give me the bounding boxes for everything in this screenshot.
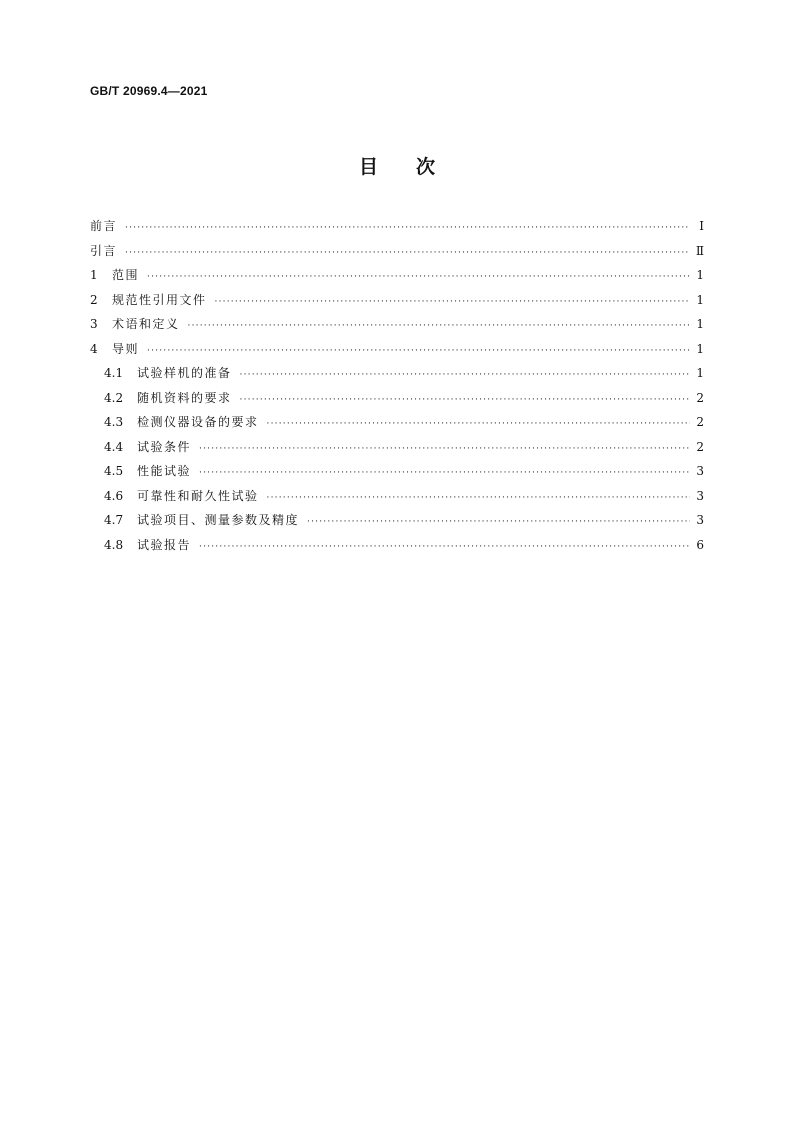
toc-entry-4-4[interactable]: [90, 438, 704, 463]
toc-entry-4-7[interactable]: [90, 511, 704, 536]
toc-entry-label: 术语和定义: [112, 317, 180, 331]
toc-entry-label: 试验样机的准备: [137, 366, 232, 380]
toc-leader-dots: [199, 444, 690, 454]
table-of-contents: [90, 217, 704, 560]
toc-entry-label: 性能试验: [137, 464, 192, 478]
toc-entry-label: 试验报告: [137, 537, 192, 552]
toc-leader-dots: [125, 223, 690, 233]
toc-entry-4-3[interactable]: [90, 413, 704, 438]
toc-entry-page: 1: [696, 292, 704, 307]
toc-leader-dots: [188, 321, 690, 331]
toc-entry-page: 1: [696, 366, 704, 380]
toc-entry-page: 1: [696, 268, 704, 282]
toc-leader-dots: [125, 248, 690, 258]
toc-entry-4-5[interactable]: [90, 462, 704, 487]
toc-leader-dots: [147, 346, 690, 356]
toc-leader-dots: [240, 370, 690, 380]
toc-entry-2[interactable]: [90, 291, 704, 316]
toc-entry-4-6[interactable]: [90, 487, 704, 512]
toc-entry-label: 试验条件: [137, 439, 192, 454]
toc-entry-1[interactable]: [90, 266, 704, 291]
toc-entry-page: 6: [696, 537, 704, 552]
toc-entry-4-1[interactable]: [90, 364, 704, 389]
toc-entry-number: 4.2: [104, 390, 124, 405]
toc-entry-foreword[interactable]: [90, 217, 704, 242]
toc-leader-dots: [199, 468, 690, 478]
toc-entry-number: 4.6: [104, 488, 124, 503]
toc-entry-label: 可靠性和耐久性试验: [137, 488, 259, 503]
toc-entry-label: 试验项目、测量参数及精度: [137, 513, 300, 527]
toc-entry-page: 3: [696, 464, 704, 478]
toc-entry-number: 2: [90, 292, 98, 307]
toc-entry-page: Ⅰ: [699, 219, 704, 233]
toc-entry-label: 规范性引用文件: [112, 292, 207, 307]
toc-entry-label: 导则: [112, 341, 140, 356]
toc-entry-page: 3: [696, 513, 704, 527]
toc-leader-dots: [215, 297, 690, 307]
toc-entry-label: 随机资料的要求: [137, 390, 232, 405]
toc-entry-page: 1: [696, 341, 704, 356]
toc-entry-number: 4.3: [104, 415, 124, 429]
toc-leader-dots: [240, 395, 690, 405]
toc-entry-page: 2: [696, 439, 704, 454]
toc-entry-number: 4.1: [104, 366, 124, 380]
toc-entry-page: 3: [696, 488, 704, 503]
toc-leader-dots: [147, 272, 690, 282]
toc-entry-label: 前言: [90, 219, 118, 233]
page-title: 目 次: [358, 156, 435, 178]
standard-code: GB/T 20969.4—2021: [90, 84, 208, 98]
toc-entry-page: 1: [696, 317, 704, 331]
toc-entry-page: Ⅱ: [695, 243, 704, 258]
toc-entry-label: 范围: [112, 268, 140, 282]
toc-entry-4[interactable]: [90, 340, 704, 365]
toc-entry-number: 4.7: [104, 513, 124, 527]
toc-leader-dots: [199, 542, 690, 552]
toc-entry-3[interactable]: [90, 315, 704, 340]
toc-entry-number: 1: [90, 268, 98, 282]
toc-entry-number: 4.4: [104, 439, 124, 454]
toc-entry-page: 2: [696, 390, 704, 405]
toc-entry-label: 检测仪器设备的要求: [137, 415, 259, 429]
toc-leader-dots: [267, 419, 690, 429]
toc-entry-4-2[interactable]: [90, 389, 704, 414]
toc-entry-number: 3: [90, 317, 98, 331]
toc-entry-4-8[interactable]: [90, 536, 704, 561]
toc-leader-dots: [267, 493, 690, 503]
toc-entry-number: 4: [90, 341, 98, 356]
toc-entry-number: 4.5: [104, 464, 124, 478]
toc-entry-label: 引言: [90, 243, 118, 258]
toc-leader-dots: [307, 517, 690, 527]
toc-entry-page: 2: [696, 415, 704, 429]
toc-entry-introduction[interactable]: [90, 242, 704, 267]
toc-entry-number: 4.8: [104, 537, 124, 552]
